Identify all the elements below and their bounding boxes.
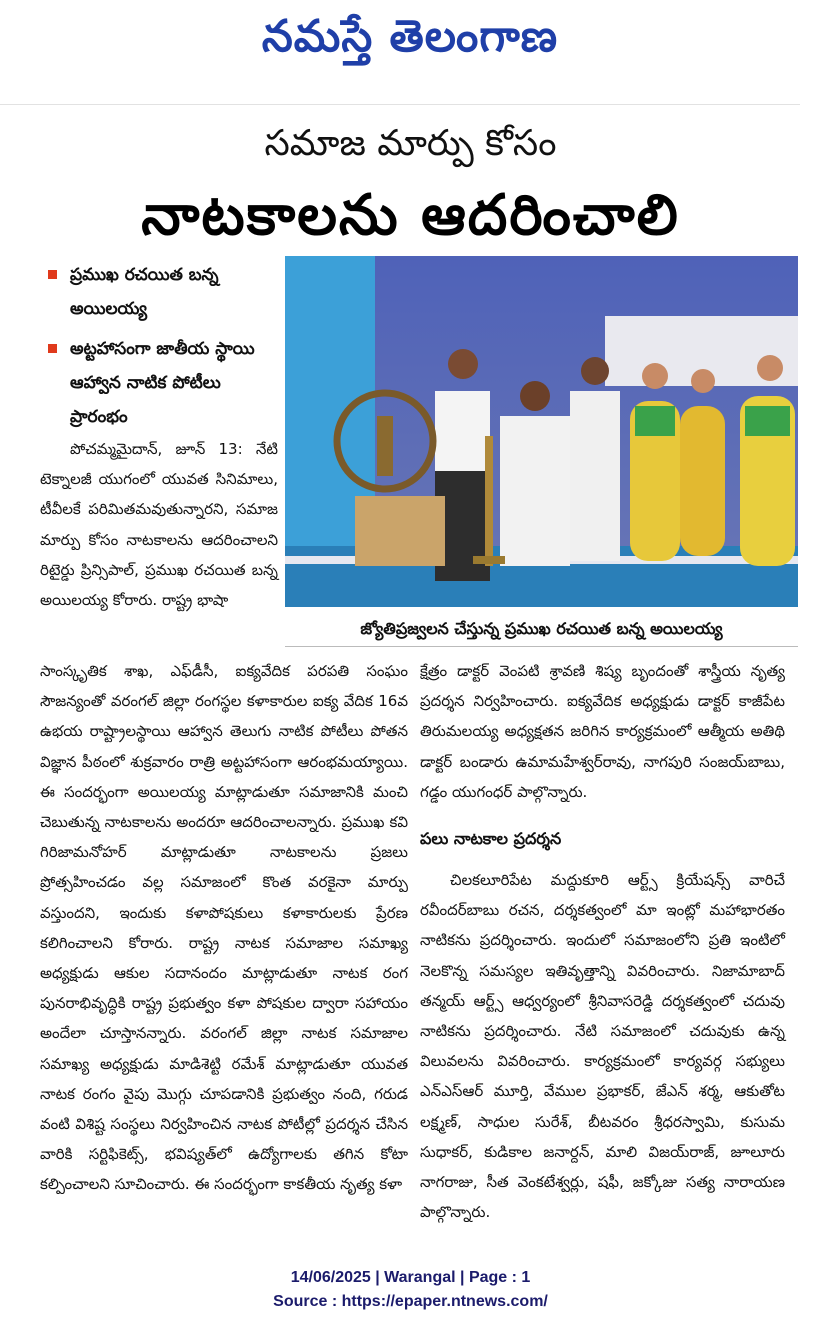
page-footer (0, 1266, 821, 1314)
highlights-list (40, 258, 278, 440)
article-paragraph: సాంస్కృతిక శాఖ, ఎఫ్‌డీసీ, ఐక్యవేదిక పరపతి సంఘం సౌజన్యంతో వరంగల్ జిల్లా రంగస్థల కళాకారుల ఐక్య వేదిక 16వ ఉభయ రాష్ట్రాలస్థాయి ఆహ్వాన తెలుగు నాటిక పోటీలు పోతన విజ్ఞాన పీఠంలో శుక్రవారం రాత్రి అట్టహాసంగా ఆరంభమయ్యాయి. ఈ సందర్భంగా అయిలయ్య మాట్లాడుతూ సమాజానికి మంచి చెబుతున్న నాటకాలను అందరూ ఆదరించాలన్నారు. ప్రముఖ కవి గిరిజామనోహర్ మాట్లాడుతూ నాటకాలను ప్రజలు ప్రోత్సహించడం వల్ల సమాజంలో కొంత వరకైనా మార్పు వస్తుందని, ఇందుకు కళాపోషకులు కళాకారులకు ప్రేరణ కలిగించాలని కోరారు. రాష్ట్ర నాటక సమాజాల సమాఖ్య అధ్యక్షుడు ఆకుల సదానందం మాట్లాడుతూ నాటక రంగ పునరాభివృద్ధికి రాష్ట్ర ప్రభుత్వం కళా పోషకుల ద్వారా సహాయం అందేలా చూస్తానన్నారు. వరంగల్ జిల్లా నాటక సమాజాల సమాఖ్య అధ్యక్షుడు మాడిశెట్టి రమేశ్ మాట్లాడుతూ యువత నాటక రంగం వైపు మొగ్గు చూపడానికి ప్రభుత్వం నంది, గరుడ వంటి విశిష్ట సంస్థలు నిర్వహించిన నాటక పోటీల్లో ప్రదర్శన చేసిన వారికి సర్టిఫికెట్స్, భవిష్యత్‌లో ఉద్యోగాలకు తగిన కోటా కల్పించాలని సూచించారు. ఈ సందర్భంగా కాకతీయ నృత్య కళా (40, 662, 408, 1194)
masthead (0, 0, 821, 100)
article-photo (285, 256, 798, 607)
bullet-square-icon (48, 344, 57, 353)
article-column-left-top (40, 434, 278, 615)
highlight-item (40, 258, 278, 326)
article-column-left (40, 656, 408, 1200)
photo-caption: జ్యోతిప్రజ్వలన చేస్తున్న ప్రముఖ రచయిత బన్న అయిలయ్య (285, 612, 798, 647)
article-paragraph: చిలకలూరిపేట మద్దుకూరి ఆర్ట్స్ క్రియేషన్స్ వారిచే రవీందర్‌బాబు రచన, దర్శకత్వంలో మా ఇంట్లో మహాభారతం నాటికను ప్రదర్శించారు. ఇందులో సమాజంలోని ప్రతి ఇంటిలో నెలకొన్న సమస్యల ఇతివృత్తాన్ని వివరించారు. నిజామాబాద్ తన్మయ్ ఆర్ట్స్ ఆధ్వర్యంలో శ్రీనివాసరెడ్డి దర్శకత్వంలో చదువు నాటికను ప్రదర్శించారు. నేటి సమాజంలో చదువుకు ఉన్న విలువలను వివరించారు. కార్యక్రమంలో కార్యవర్గ సభ్యులు ఎన్‌ఎస్‌ఆర్ మూర్తి, వేముల ప్రభాకర్, జేఎన్ శర్మ, ఆకుతోట లక్ష్మణ్, సాధుల సురేశ్, బీటవరం శ్రీధరస్వామి, కుసుమ సుధాకర్, కుడికాల జనార్దన్, మాలి విజయ్‌రాజ్, జూలూరు నాగరాజు, సీత వెంకటేశ్వర్లు, షఫీ, జక్కోజు సత్య నారాయణ పాల్గొన్నారు. (420, 871, 785, 1222)
source-link[interactable]: Source : https://epaper.ntnews.com/ (273, 1293, 548, 1310)
highlight-text: ప్రముఖ రచయిత బన్న అయిలయ్య (70, 265, 219, 319)
article-paragraph: పోచమ్మమైదాన్, జూన్ 13: నేటి టెక్నాలజీ యుగంలో యువత సినిమాలు, టీవీలకే పరిమితమవుతున్నారని, సమాజ మార్పు కోసం నాటకాలను ఆదరించాలని రిటైర్డు ప్రిన్సిపాల్, ప్రముఖ రచయిత బన్న అయిలయ్య కోరారు. రాష్ట్ర భాషా (40, 440, 278, 610)
newspaper-logo: నమస్తే తెలంగాణ (261, 11, 559, 62)
bullet-square-icon (48, 270, 57, 279)
lamp-lighting-photo (285, 256, 798, 607)
article-kicker: సమాజ మార్పు కోసం (264, 123, 557, 164)
article-column-right (420, 656, 785, 1227)
masthead-divider (0, 104, 800, 105)
article-headline: నాటకాలను ఆదరించాలి (141, 183, 680, 248)
highlight-item (40, 332, 278, 434)
highlight-text: అట్టహాసంగా జాతీయ స్థాయి ఆహ్వాన నాటిక పోటీలు ప్రారంభం (70, 339, 255, 427)
article-paragraph: క్షేత్రం డాక్టర్ వెంపటి శ్రావణి శిష్య బృందంతో శాస్త్రీయ నృత్య ప్రదర్శన నిర్వహించారు. ఐక్యవేదిక అధ్యక్షుడు డాక్టర్ కాజీపేట తిరుమలయ్య అధ్యక్షతన జరిగిన కార్యక్రమంలో ఆత్మీయ అతిథి డాక్టర్ బండారు ఉమామహేశ్వర్‌రావు, నాగపురి సంజయ్‌బాబు, గడ్డం యుగంధర్ పాల్గొన్నారు. (420, 662, 785, 801)
edition-info: 14/06/2025 | Warangal | Page : 1 (290, 1269, 531, 1286)
section-subheading: పలు నాటకాల ప్రదర్శన (420, 829, 562, 849)
